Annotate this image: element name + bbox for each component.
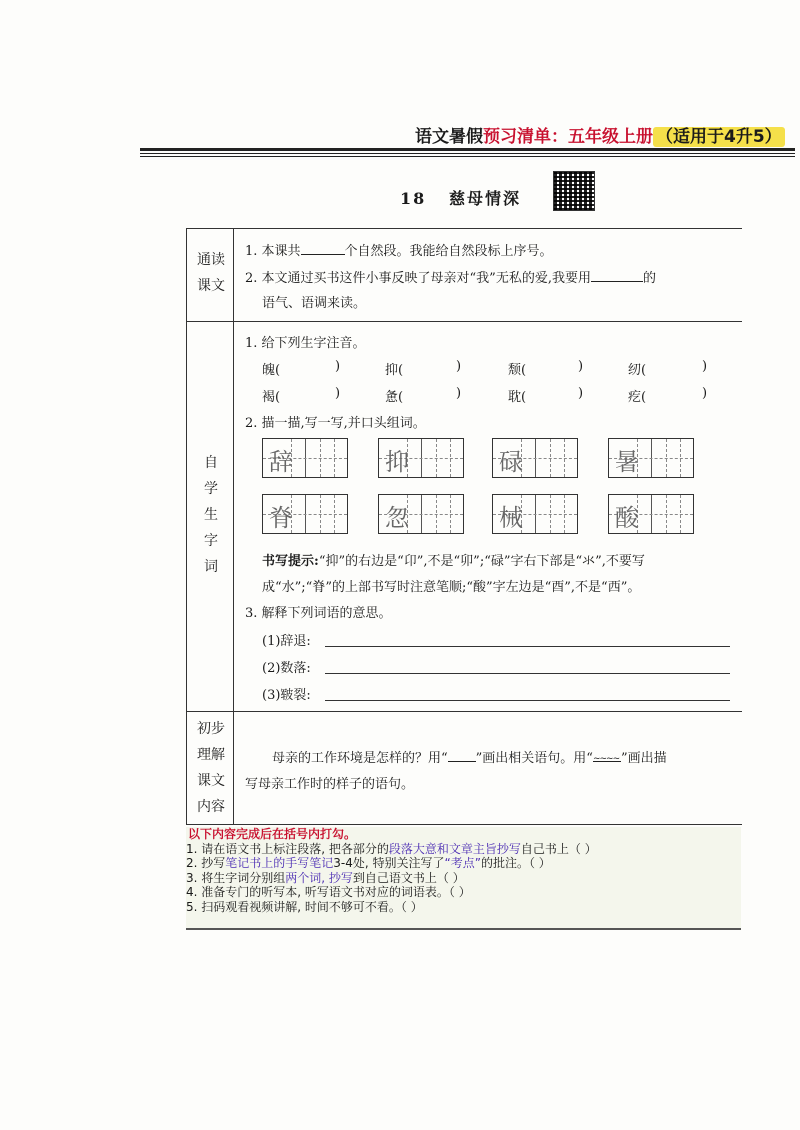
pinyin-item: 抑( [385, 363, 404, 378]
answer-blank[interactable] [591, 269, 643, 282]
writing-grid[interactable] [492, 494, 578, 534]
underline-sample [448, 749, 476, 762]
question-text: 2. 本文通过买书这件小事反映了母亲对“我”无私的爱,我要用 [245, 271, 591, 286]
header-prefix: 语文暑假 [415, 127, 483, 147]
item-highlight: 两个词, 抄写 [285, 870, 353, 885]
item-text: 到自己语文书上（ ） [352, 870, 465, 885]
checklist-panel [186, 827, 741, 930]
table-left-border [186, 228, 187, 824]
writing-grid[interactable] [262, 438, 348, 478]
writing-grid[interactable] [608, 494, 694, 534]
label-line: 初步 [197, 721, 225, 737]
pinyin-item: 褐( [262, 390, 281, 405]
checklist-item[interactable]: 5. 扫码观看视频讲解, 时间不够可不看。（ ） [186, 899, 423, 914]
pinyin-item: 纫( [628, 363, 647, 378]
item-text: 的批注。（ ） [480, 856, 551, 870]
trace-char: 抑 [385, 448, 409, 476]
pinyin-bracket[interactable]: ) [702, 386, 708, 401]
answer-blank[interactable] [301, 242, 345, 255]
item-highlight: “考点” [444, 856, 481, 870]
pinyin-item: 颓( [508, 363, 527, 378]
pinyin-bracket[interactable]: ) [335, 359, 341, 374]
definition-label: (1)辞退: [262, 634, 311, 649]
table-column-divider [233, 228, 234, 824]
item-highlight: 段落大意和文章主旨抄写 [388, 841, 521, 856]
item-text: 1. 请在语文书上标注段落, 把各部分的 [186, 841, 389, 856]
writing-grid[interactable] [608, 438, 694, 478]
question-text: 母亲的工作环境是怎样的？用“ [272, 751, 448, 766]
answer-line[interactable] [325, 673, 730, 674]
section-label-vocab [189, 450, 233, 580]
question-text: 个自然段。我能给自然段标上序号。 [344, 244, 553, 259]
question-reading-tone [245, 267, 656, 286]
pinyin-item: 疙( [628, 390, 647, 405]
pinyin-bracket[interactable]: ) [702, 359, 708, 374]
checklist-item[interactable] [186, 842, 741, 857]
pinyin-item: 惫( [385, 390, 404, 405]
label-line: 课文 [197, 278, 225, 294]
lesson-title [400, 186, 521, 209]
question-text: 1. 本课共 [245, 244, 301, 259]
item-text: 3-4处, 特别关注写了 [333, 856, 445, 870]
pinyin-bracket[interactable]: ) [578, 386, 584, 401]
pinyin-item: 耽( [508, 390, 527, 405]
wavy-underline-sample [593, 749, 621, 762]
checklist-item[interactable] [186, 871, 741, 886]
label-char: 生 [204, 507, 218, 523]
trace-char: 酸 [615, 504, 639, 532]
trace-char: 脊 [269, 504, 293, 532]
writing-grid[interactable] [262, 494, 348, 534]
header-badge: （适用于4升5） [653, 127, 785, 147]
qr-code-icon[interactable] [553, 171, 595, 211]
header-rule-thin-2 [140, 156, 795, 157]
checklist-item[interactable] [186, 856, 741, 871]
question-text: ”画出描 [620, 751, 667, 766]
label-line: 课文 [197, 773, 225, 789]
label-char: 字 [204, 533, 218, 549]
checklist-item[interactable]: 4. 准备专门的听写本, 听写语文书对应的词语表。（ ） [186, 885, 471, 899]
trace-char: 碌 [499, 448, 523, 476]
label-char: 学 [204, 481, 218, 497]
pinyin-bracket[interactable]: ) [335, 386, 341, 401]
trace-char: 械 [499, 504, 523, 532]
lesson-number: 18 [400, 189, 427, 208]
table-top-rule [186, 228, 742, 229]
table-rule [186, 824, 742, 825]
page-header [415, 122, 785, 147]
definition-label: (2)数落: [262, 661, 311, 676]
label-char: 词 [204, 559, 218, 575]
writing-grid[interactable] [378, 494, 464, 534]
writing-tip-cont: 成“水”;“脊”的上部书写时注意笔顺;“酸”字左边是“酉”,不是“西”。 [262, 580, 641, 595]
question-definitions: 3. 解释下列词语的意思。 [245, 606, 392, 621]
pinyin-bracket[interactable]: ) [456, 359, 462, 374]
label-line: 通读 [197, 252, 225, 268]
item-text: 2. 抄写 [186, 856, 226, 870]
label-char: 自 [204, 455, 218, 471]
item-text: 自己书上（ ） [520, 841, 597, 856]
question-comprehension [272, 747, 667, 766]
header-rule [140, 148, 795, 151]
trace-char: 暑 [615, 448, 639, 476]
label-line: 内容 [197, 799, 225, 815]
pinyin-char: 魄( [262, 363, 281, 378]
writing-grid[interactable] [378, 438, 464, 478]
trace-char: 忽 [385, 504, 409, 532]
checklist-heading: 以下内容完成后在括号内打勾。 [188, 827, 357, 841]
tip-text: “抑”的右边是“卬”,不是“卯”;“碌”字右下部是“氺”,不要写 [318, 554, 645, 569]
header-main: 预习清单：五年级上册 [483, 127, 653, 147]
question-pinyin: 1. 给下列生字注音。 [245, 336, 366, 351]
question-paragraph-count [245, 240, 553, 259]
header-rule-thin [140, 153, 795, 154]
question-text: ”画出相关语句。用“ [475, 751, 593, 766]
definition-label: (3)皲裂: [262, 688, 311, 703]
section-label-understand [189, 716, 233, 820]
item-highlight: 笔记书上的手写笔记 [225, 856, 334, 870]
writing-tip [262, 550, 645, 569]
section-label-read [189, 247, 233, 299]
writing-grid[interactable] [492, 438, 578, 478]
pinyin-bracket[interactable]: ) [456, 386, 462, 401]
tip-label: 书写提示: [262, 554, 319, 569]
question-text: 的 [642, 271, 656, 286]
question-comprehension-cont: 写母亲工作时的样子的语句。 [245, 777, 415, 792]
pinyin-item [262, 359, 280, 378]
pinyin-bracket[interactable]: ) [578, 359, 584, 374]
label-line: 理解 [197, 747, 225, 763]
trace-char: 辞 [269, 448, 293, 476]
table-rule [186, 711, 742, 712]
question-tracing: 2. 描一描,写一写,并口头组词。 [245, 416, 426, 431]
item-text: 3. 将生字词分别组 [186, 870, 286, 885]
question-continuation: 语气、语调来读。 [262, 296, 367, 311]
lesson-name: 慈母情深 [448, 189, 521, 208]
answer-line[interactable] [325, 646, 730, 647]
table-rule [186, 321, 742, 322]
answer-line[interactable] [325, 700, 730, 701]
